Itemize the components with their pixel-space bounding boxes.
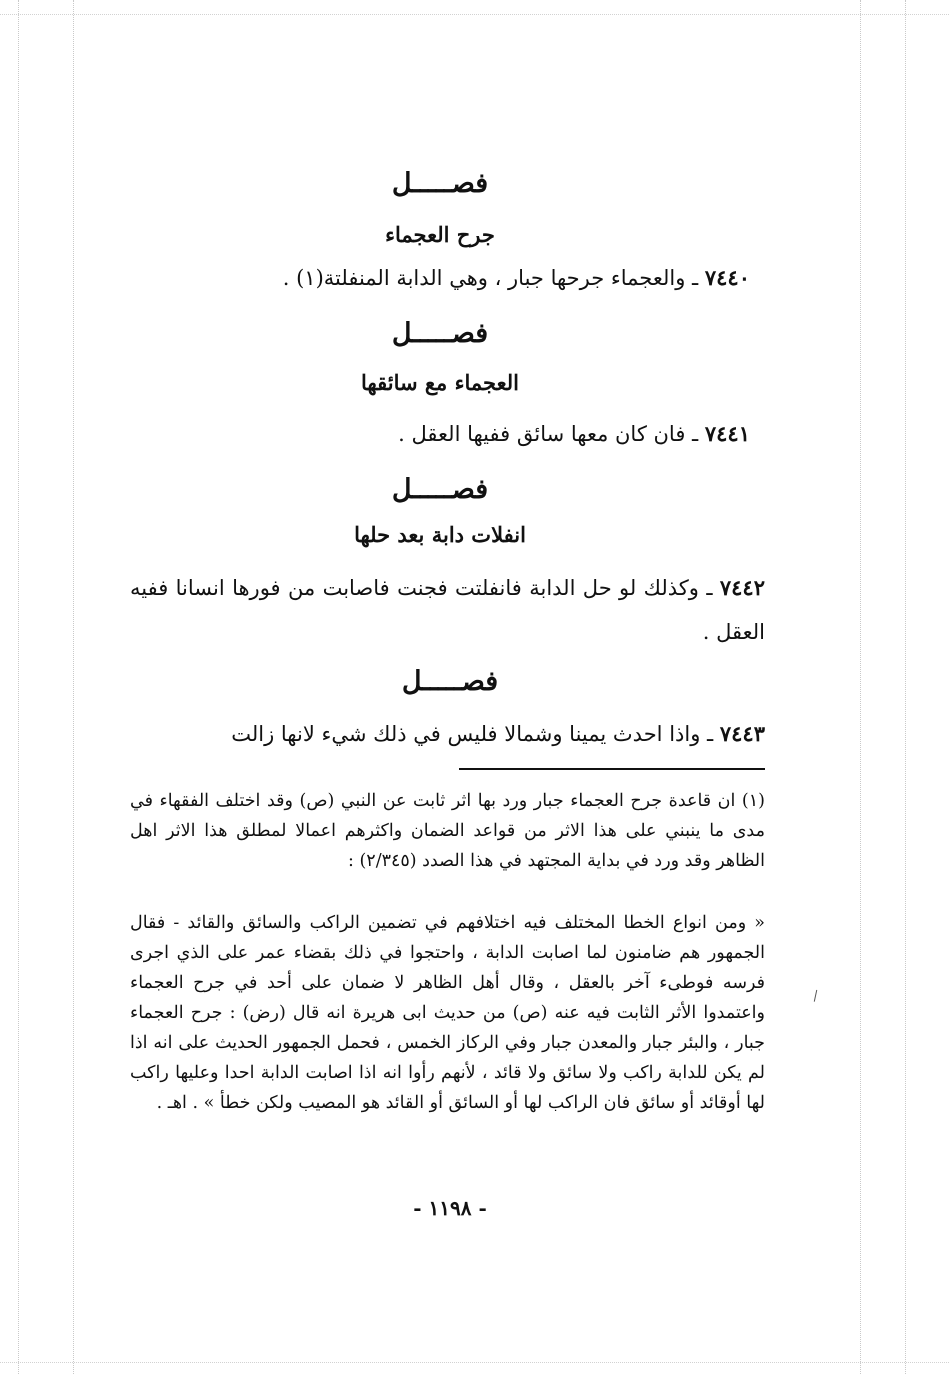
paragraph-text: ـ وكذلك لو حل الدابة فانفلتت فجنت فاصابت من فورها انسانا ففيه العقل .: [130, 576, 765, 644]
section-heading-text: فصـــــل: [391, 168, 489, 199]
section-subheading: العجماء مع سائقها: [361, 370, 519, 395]
footnote-separator: [459, 768, 765, 770]
scan-mark: [814, 990, 819, 1002]
scan-guide-line: [73, 0, 74, 1374]
section-heading: [340, 666, 560, 697]
paragraph-number: ٧٤٤٢: [719, 575, 765, 600]
section-heading: [330, 474, 550, 505]
paragraph: [130, 712, 765, 756]
section-heading-text: فصـــــل: [391, 474, 489, 505]
scan-guide-line: [0, 14, 949, 15]
paragraph-text: ـ والعجماء جرحها جبار ، وهي الدابة المنفلتة(١) .: [282, 266, 699, 290]
scan-guide-line: [18, 0, 19, 1374]
scan-guide-line: [860, 0, 861, 1374]
paragraph-number: ٧٤٤٣: [719, 721, 765, 746]
paragraph: [330, 412, 750, 456]
page-number: - ١١٩٨ -: [413, 1196, 487, 1220]
paragraph-text: ـ فان كان معها سائق ففيها العقل .: [398, 422, 699, 446]
footnote: (١) ان قاعدة جرح العجماء جبار ورد بها اثر ثابت عن النبي (ص) وقد اختلف الفقهاء في مدى ما ينبني على هذا الاثر من قواعد الضمان واكثرهم اعمالا لمطلق هذا الاثر اهل الظاهر وقد ورد في بداية المجتهد في هذا الصدد (٢/٣٤٥) :: [130, 791, 765, 871]
paragraph-text: ـ واذا احدث يمينا وشمالا فليس في ذلك شيء لانها زالت: [231, 722, 714, 746]
section-heading-text: فصـــــل: [391, 318, 489, 349]
scan-guide-line: [905, 0, 906, 1374]
paragraph-number: ٧٤٤١: [704, 421, 750, 446]
scan-guide-line: [0, 1362, 949, 1363]
section-subheading: انفلات دابة بعد حلها: [354, 522, 526, 547]
section-heading: [330, 168, 550, 199]
paragraph: [130, 566, 765, 654]
section-subheading: جرح العجماء: [385, 222, 495, 247]
paragraph: [190, 256, 750, 300]
section-heading-text: فصـــــل: [401, 666, 499, 697]
footnote-quote: « ومن انواع الخطا المختلف فيه اختلافهم في تضمين الراكب والسائق والقائد - فقال الجمهور هم ضامنون لما اصابت الدابة ، واحتجوا في ذلك بقضاء عمر على الذي اجرى فرسه فوطىء آخر بالعقل ، وقال أهل الظاهر لا ضمان على أحد في جرح العجماء واعتمدوا الأثر الثابت فيه عنه (ص) من حديث ابى هريرة انه قال (رض) : جرح العجماء جبار ، والبئر جبار والمعدن جبار وفي الركاز الخمس ، فحمل الجمهور الحديث على انه اذا لم يكن للدابة راكب ولا سائق ولا قائد ، لأنهم رأوا انه اذا اصابت الدابة احدا وعليها راكب لها أوقائد أو سائق فان الراكب لها أو السائق أو القائد هو المصيب ولكن خطأ » . اهـ .: [130, 913, 765, 1113]
paragraph-number: ٧٤٤٠: [704, 265, 750, 290]
section-heading: [330, 318, 550, 349]
